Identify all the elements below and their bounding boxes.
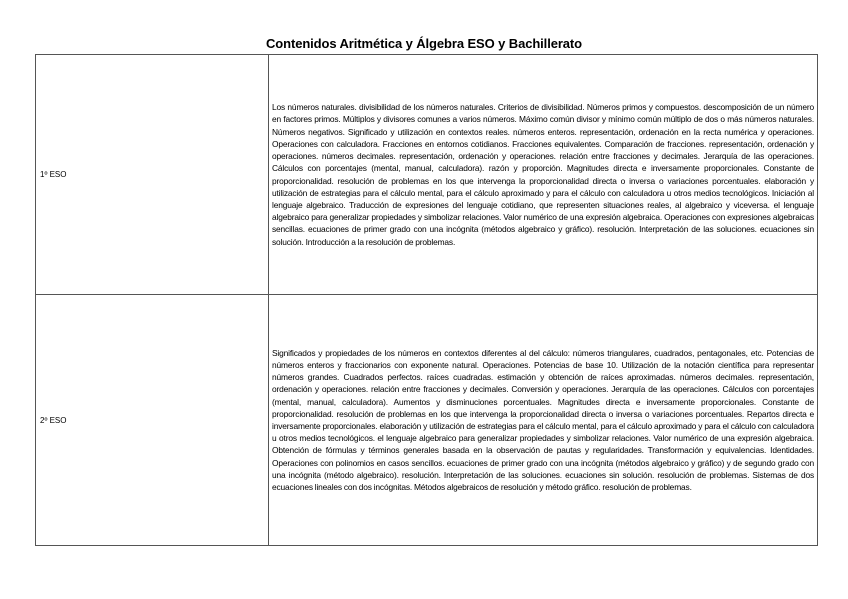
table-row-2eso (36, 295, 818, 546)
level-content: Los números naturales. divisibilidad de los números naturales. Criterios de divisibilidad. Números primos y compuestos. descomposición de un número en factores primos. Múltiplos y divisores comunes a varios números. Máximo común divisor y mínimo común múltiplo de dos o más números naturales. Números negativos. Significado y utilización en contextos reales. números enteros. representación, ordenación en la recta numérica y operaciones. Operaciones con calculadora. Fracciones en entornos cotidianos. Fracciones equivalentes. Comparación de fracciones. representación, ordenación y operaciones. números decimales. representación, ordenación y operaciones. relación entre fracciones y decimales. Jerarquía de las operaciones. Cálculos con porcentajes (mental, manual, calculadora). razón y proporción. Magnitudes directa e inversamente proporcionales. Constante de proporcionalidad. resolución de problemas en los que intervenga la proporcionalidad directa o inversa o variaciones porcentuales. elaboración y utilización de estrategias para el cálculo mental, para el cálculo aproximado y para el cálculo con calculadora u otros medios tecnológicos. Iniciación al lenguaje algebraico. Traducción de expresiones del lenguaje cotidiano, que representen situaciones reales, al algebraico y viceversa. el lenguaje algebraico para generalizar propiedades y simbolizar relaciones. Valor numérico de una expresión algebraica. Operaciones con expresiones algebraicas sencillas. ecuaciones de primer grado con una incógnita (métodos algebraico y gráfico). resolución. Interpretación de las soluciones. ecuaciones sin solución. Introducción a la resolución de problemas. (269, 55, 818, 295)
level-label: 2º ESO (36, 295, 269, 546)
level-label: 1º ESO (36, 55, 269, 295)
contents-table (35, 54, 818, 546)
table-row-1eso (36, 55, 818, 295)
level-content: Significados y propiedades de los números en contextos diferentes al del cálculo: números triangulares, cuadrados, pentagonales, etc. Potencias de números enteros y fraccionarios con exponente natural. Operaciones. Potencias de base 10. Utilización de la notación científica para representar números grandes. Cuadrados perfectos. raíces cuadradas. estimación y obtención de raíces aproximadas. números decimales. representación, ordenación y operaciones. relación entre fracciones y decimales. Conversión y operaciones. Jerarquía de las operaciones. Cálculos con porcentajes (mental, manual, calculadora). Aumentos y disminuciones porcentuales. Magnitudes directa e inversamente proporcionales. Constante de proporcionalidad. resolución de problemas en los que intervenga la proporcionalidad directa o inversa o variaciones porcentuales. Repartos directa e inversamente proporcionales. elaboración y utilización de estrategias para el cálculo mental, para el cálculo aproximado y para el cálculo con calculadora u otros medios tecnológicos. el lenguaje algebraico para generalizar propiedades y simbolizar relaciones. Valor numérico de una expresión algebraica. Obtención de fórmulas y términos generales basada en la observación de pautas y regularidades. Transformación y equivalencias. Identidades. Operaciones con polinomios en casos sencillos. ecuaciones de primer grado con una incógnita (métodos algebraico y gráfico) y de segundo grado con una incógnita (método algebraico). resolución. Interpretación de las soluciones. ecuaciones sin solución. resolución de problemas. Sistemas de dos ecuaciones lineales con dos incógnitas. Métodos algebraicos de resolución y método gráfico. resolución de problemas. (269, 295, 818, 546)
document-title: Contenidos Aritmética y Álgebra ESO y Bachillerato (266, 36, 582, 51)
